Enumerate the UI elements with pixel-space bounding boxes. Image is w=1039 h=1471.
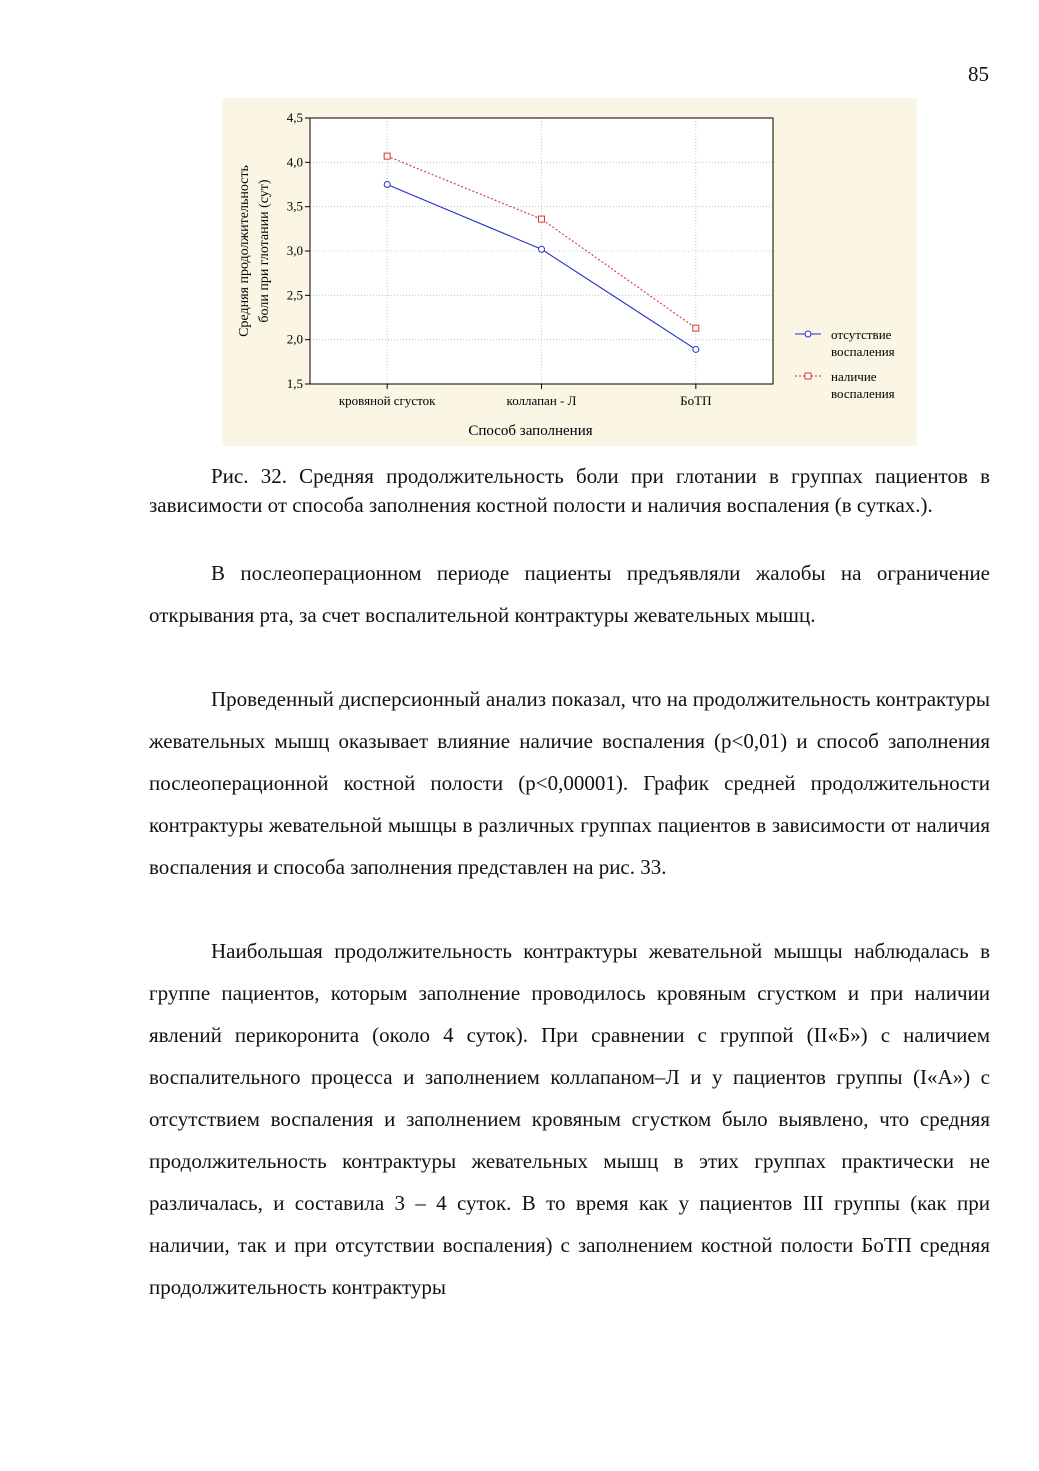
data-point-square xyxy=(384,153,390,159)
data-point-circle xyxy=(384,182,390,188)
y-axis-label: боли при глотании (сут) xyxy=(257,179,272,323)
y-tick-label: 3,0 xyxy=(286,243,303,258)
caption-text: Рис. 32. Средняя продолжительность боли при глотании в группах пациентов в зависимости от способа заполнения костной полости и наличия воспаления (в сутках.). xyxy=(149,464,990,517)
paragraph-1: В послеоперационном периоде пациенты предъявляли жалобы на ограничение открывания рта, за счет воспалительной контрактуры жевательных мышц. xyxy=(149,561,990,627)
x-tick-label: БоТП xyxy=(680,393,712,408)
figure-chart xyxy=(222,98,917,446)
y-axis-label: Средняя продолжительность xyxy=(237,165,252,337)
y-tick-label: 3,5 xyxy=(286,198,303,214)
x-axis-label: Способ заполнения xyxy=(468,423,593,439)
paragraph-2: Проведенный дисперсионный анализ показал, что на продолжительность контрактуры жевательных мышц оказывает влияние наличие воспаления (p<0,01) и способ заполнения послеоперационной костной полости (p<0,00001). График средней продолжительности контрактуры жевательной мышцы в различных группах пациентов в зависимости от наличия воспаления и способа заполнения представлен на рис. 33. xyxy=(149,687,990,879)
x-tick-label: кровяной сгусток xyxy=(338,393,436,408)
legend-marker xyxy=(805,331,811,337)
paragraph-3: Наибольшая продолжительность контрактуры жевательной мышцы наблюдалась в группе пациентов, которым заполнение проводилось кровяным сгустком и при наличии явлений перикоронита (около 4 суток). При сравнении с группой (II«Б») с наличием воспалительного процесса и заполнением коллапаном–Л и у пациентов группы (I«А») с отсутствием воспаления и заполнением кровяным сгустком было выявлено, что средняя продолжительность контрактуры жевательных мышц в этих группах практически не различалась, и составила 3 – 4 суток. В то время как у пациентов III группы (как при наличии, так и при отсутствии воспаления) с заполнением костной полости БоТП средняя продолжительность контрактуры xyxy=(149,939,990,1299)
figure-caption xyxy=(149,462,990,520)
data-point-square xyxy=(693,325,699,331)
page-number: 85 xyxy=(968,62,989,86)
y-tick-label: 4,5 xyxy=(286,110,303,125)
y-tick-label: 1,5 xyxy=(286,376,303,391)
data-point-square xyxy=(539,216,545,222)
legend-label: наличие xyxy=(831,369,877,384)
y-tick-label: 2,0 xyxy=(286,331,303,347)
data-point-circle xyxy=(539,246,545,252)
data-point-circle xyxy=(693,346,699,352)
y-tick-label: 4,0 xyxy=(286,154,303,170)
line-chart xyxy=(222,98,917,446)
y-tick-label: 2,5 xyxy=(286,287,303,303)
legend-label: воспаления xyxy=(831,386,895,401)
legend-marker xyxy=(805,373,811,379)
legend-label: отсутствие xyxy=(831,327,892,342)
legend-label: воспаления xyxy=(831,344,895,359)
x-tick-label: коллапан - Л xyxy=(506,393,577,408)
